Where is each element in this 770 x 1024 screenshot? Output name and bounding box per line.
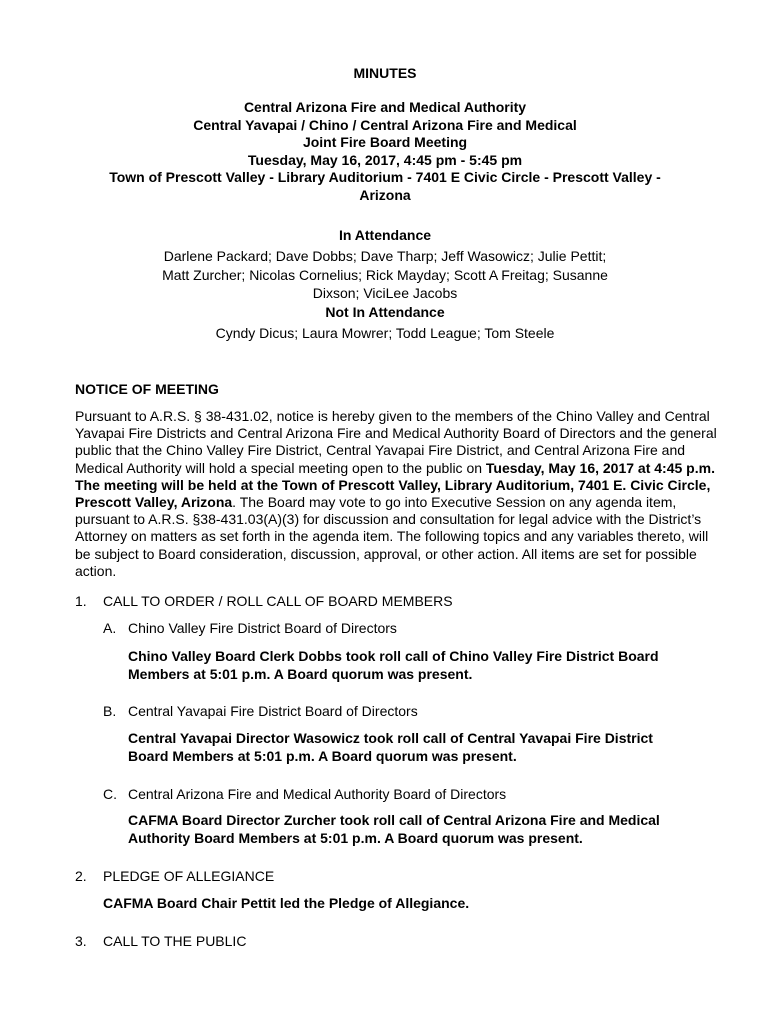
attendance-heading: In Attendance	[338, 227, 432, 243]
document-title: MINUTES	[353, 65, 417, 81]
header-line: Central Yavapai / Chino / Central Arizona Fire and Medical	[193, 116, 577, 133]
notice-heading: NOTICE OF MEETING	[75, 381, 219, 397]
notice-text-continued: . The Board may vote to go into Executive Session on any agenda item, pursuant to A.R.S. §38-431.03(A)(3) for discussion and consultation for legal advice with the District’s Attorney on matters as set forth in the agenda item. The following topics and any variables thereto, will be subject to Board consideration, discussion, approval, or other action. All items are set for possible action.	[75, 494, 709, 579]
sub-item-label: Chino Valley Fire District Board of Directors	[128, 620, 397, 636]
result-line: CAFMA Board Director Zurcher took roll call of Central Arizona Fire and Medical	[128, 812, 660, 828]
item-number: 2.	[75, 868, 87, 884]
result-line: Central Yavapai Director Wasowicz took roll call of Central Yavapai Fire District	[128, 730, 653, 746]
result-line: Board Members at 5:01 p.m. A Board quorum was present.	[128, 747, 517, 764]
result-line: Chino Valley Board Clerk Dobbs took roll call of Chino Valley Fire District Board	[128, 648, 659, 664]
not-attendance-names: Cyndy Dicus; Laura Mowrer; Todd League; Tom Steele	[215, 325, 555, 341]
attendance-names	[90, 247, 680, 303]
item-number: 1.	[75, 593, 87, 609]
sub-item-b-result	[128, 730, 653, 765]
result-line: Members at 5:01 p.m. A Board quorum was present.	[128, 665, 473, 682]
sub-item-c-result	[128, 812, 660, 847]
sub-item-a-result	[128, 648, 659, 683]
sub-item-letter: B.	[103, 703, 117, 719]
header-line: Joint Fire Board Meeting	[302, 134, 468, 150]
notice-meeting-details: Tuesday, May 16, 2017 at 4:45 p.m. The meeting will be held at the Town of Prescott Valley, Library Auditorium, 7401 E. Civic Circle, Prescott Valley, Arizona	[75, 459, 715, 511]
sub-item-label: Central Arizona Fire and Medical Authority Board of Directors	[128, 786, 507, 802]
meeting-header	[40, 99, 730, 204]
header-line: Arizona	[359, 186, 411, 203]
sub-item-letter: A.	[103, 620, 117, 636]
result-line: Authority Board Members at 5:01 p.m. A Board quorum was present.	[128, 829, 583, 846]
pledge-result: CAFMA Board Chair Pettit led the Pledge of Allegiance.	[103, 895, 470, 911]
item-label: PLEDGE OF ALLEGIANCE	[103, 868, 275, 884]
attendance-line: Darlene Packard; Dave Dobbs; Dave Tharp; Jeff Wasowicz; Julie Pettit;	[163, 248, 607, 264]
notice-text: Pursuant to A.R.S. § 38-431.02, notice is hereby given to the members of the Chino Valley and Central Yavapai Fire Districts and Central Arizona Fire and Medical Authority Board of Directors and the general public that the Chino Valley Fire District, Central Yavapai Fire District, and Central Arizona Fire and Medical Authority will hold a special meeting open to the public on	[75, 408, 717, 476]
attendance-line: Matt Zurcher; Nicolas Cornelius; Rick Mayday; Scott A Freitag; Susanne	[162, 266, 608, 283]
header-line: Town of Prescott Valley - Library Auditorium - 7401 E Civic Circle - Prescott Valley -	[109, 169, 661, 185]
not-attendance-heading: Not In Attendance	[325, 304, 445, 320]
sub-item-letter: C.	[103, 786, 117, 802]
header-line: Tuesday, May 16, 2017, 4:45 pm - 5:45 pm	[247, 151, 523, 168]
item-number: 3.	[75, 933, 87, 949]
notice-paragraph	[75, 408, 725, 580]
attendance-line: Dixson; ViciLee Jacobs	[312, 285, 458, 301]
header-line: Central Arizona Fire and Medical Authority	[243, 99, 527, 115]
item-label: CALL TO ORDER / ROLL CALL OF BOARD MEMBERS	[103, 593, 453, 609]
sub-item-label: Central Yavapai Fire District Board of Directors	[128, 703, 418, 719]
item-label: CALL TO THE PUBLIC	[103, 933, 247, 949]
